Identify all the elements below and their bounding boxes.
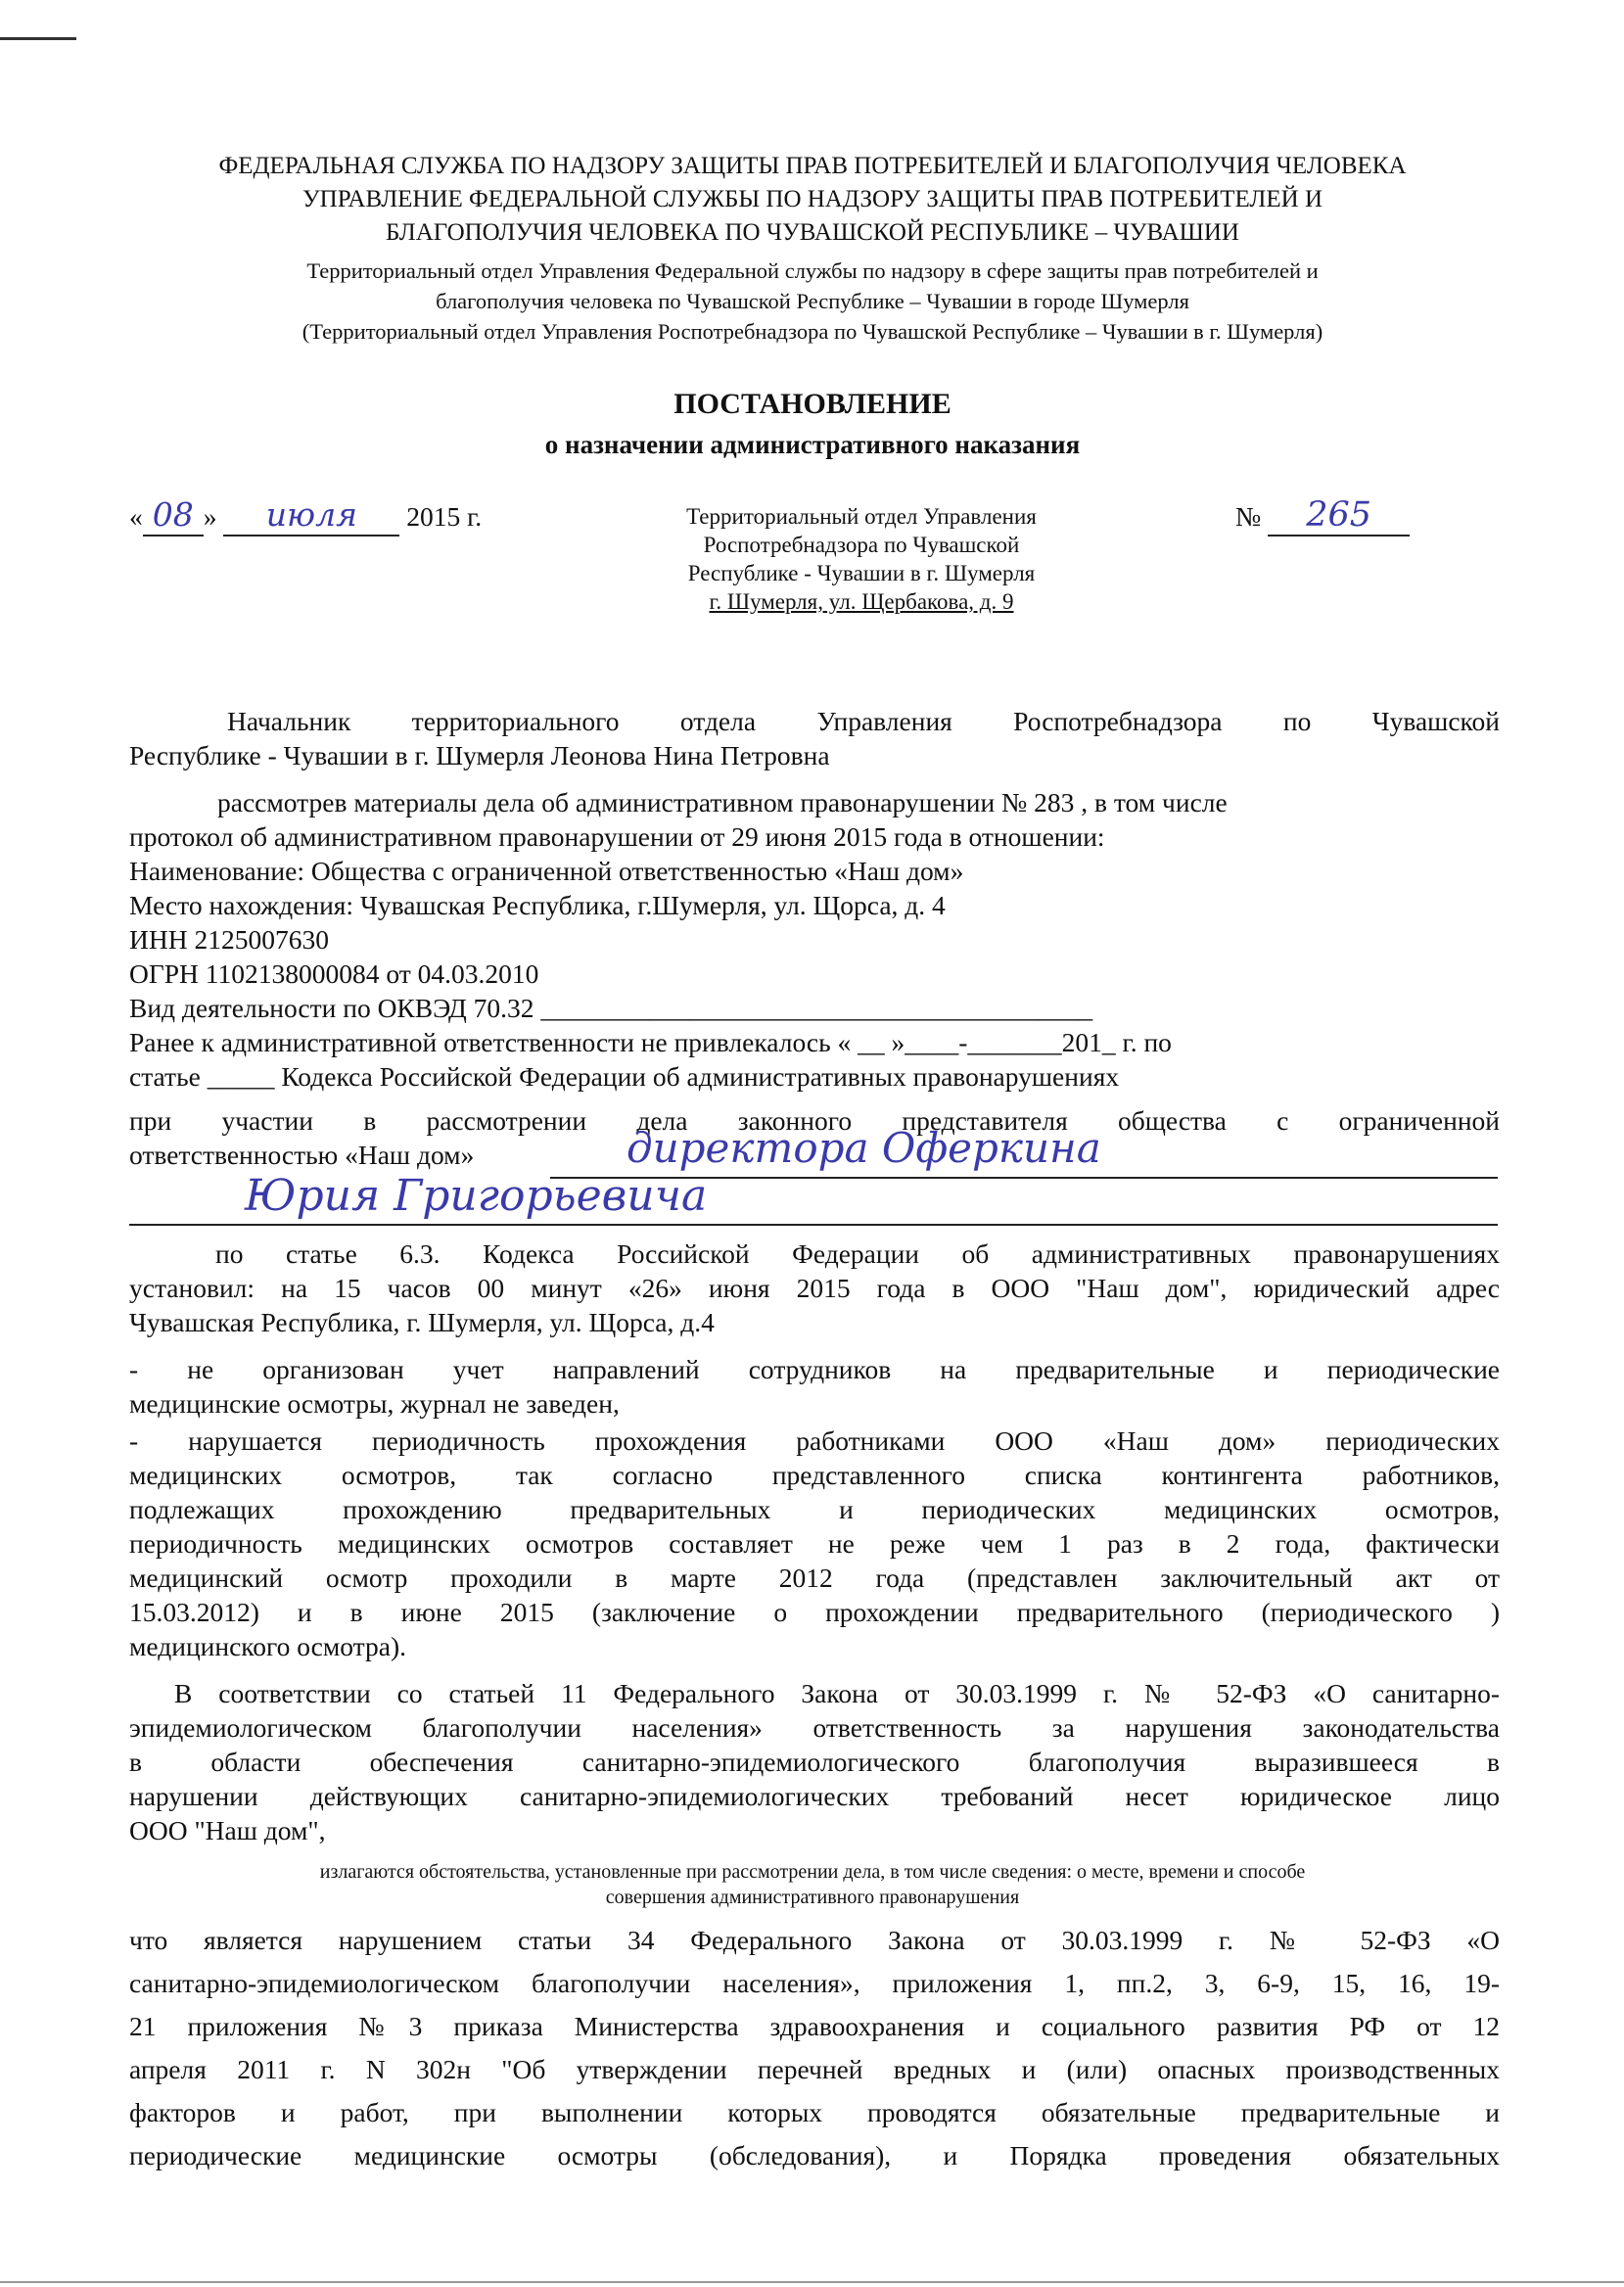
date-day: 08 <box>143 495 204 537</box>
violation2-line7: медицинского осмотра). <box>129 1631 407 1661</box>
date-year: 2015 г. <box>406 501 483 532</box>
org-inn: ИНН 2125007630 <box>129 924 329 955</box>
conclusion-line6: периодические медицинские осмотры (обследования), и Порядка проведения обязательных <box>129 2140 1500 2170</box>
violation2-line2: медицинских осмотров, так согласно представленного списка контингента работников, <box>129 1460 1500 1490</box>
body-p1-line1: Начальник территориального отдела Управления Роспотребнадзора по Чувашской <box>227 706 1500 736</box>
document-number: № 265 <box>1235 495 1410 537</box>
violation2-line5: медицинский осмотр проходили в марте 2012 года (представлен заключительный акт от <box>129 1563 1500 1593</box>
conclusion-line5: факторов и работ, при выполнении которых проводятся обязательные предварительные и <box>129 2097 1500 2127</box>
handwritten-director-title: директора Оферкина <box>626 1124 1101 1172</box>
established-line3: Чувашская Республика, г. Шумерля, ул. Щорса, д.4 <box>129 1307 715 1337</box>
law-line5: ООО "Наш дом", <box>129 1815 326 1845</box>
document-title: ПОСТАНОВЛЕНИЕ <box>673 388 951 420</box>
law-line1: В соответствии со статьей 11 Федерального Закона от 30.03.1999 г. № 52-ФЗ «О санитарно- <box>174 1678 1500 1708</box>
place-block: Территориальный отдел Управления Роспотребнадзора по Чувашской Республике - Чувашии в г. Шумерля г. Шумерля, ул. Щербакова, д. 9 <box>686 504 1037 614</box>
law-line4: нарушении действующих санитарно-эпидемиологических требований несет юридическое лицо <box>129 1781 1500 1811</box>
date-line: « 08 » июля 2015 г. <box>129 495 482 537</box>
violation2-line6: 15.03.2012) и в июне 2015 (заключение о прохождении предварительного (периодического ) <box>129 1597 1500 1627</box>
law-line2: эпидемиологическом благополучии населения» ответственность за нарушения законодательства <box>129 1712 1500 1743</box>
law-line3: в области обеспечения санитарно-эпидемиологического благополучия выразившееся в <box>129 1747 1500 1777</box>
document-subtitle: о назначении административного наказания <box>544 430 1081 459</box>
conclusion-line2: санитарно-эпидемиологическом благополучии населения», приложения 1, пп.2, 3, 6-9, 15, 16, 19- <box>129 1968 1500 1998</box>
header-dept-line2: благополучия человека по Чувашской Республике – Чувашии в городе Шумерля <box>436 289 1189 313</box>
handwritten-line2-rule <box>129 1224 1498 1226</box>
body-p1-line2: Республике - Чувашии в г. Шумерля Леонова Нина Петровна <box>129 740 830 770</box>
established-line2: установил: на 15 часов 00 минут «26» июня 2015 года в ООО "Наш дом", юридический адрес <box>129 1273 1500 1303</box>
header-agency-line2: УПРАВЛЕНИЕ ФЕДЕРАЛЬНОЙ СЛУЖБЫ ПО НАДЗОРУ ЗАЩИТЫ ПРАВ ПОТРЕБИТЕЛЕЙ И <box>302 186 1323 212</box>
violation2-line1: - нарушается периодичность прохождения работниками ООО «Наш дом» периодических <box>129 1425 1500 1456</box>
body-p2-line1: рассмотрев материалы дела об административном правонарушении № 283 , в том числе <box>217 787 1228 817</box>
header-agency-line1: ФЕДЕРАЛЬНАЯ СЛУЖБА ПО НАДЗОРУ ЗАЩИТЫ ПРАВ ПОТРЕБИТЕЛЕЙ И БЛАГОПОЛУЧИЯ ЧЕЛОВЕКА <box>218 153 1407 179</box>
org-name: Наименование: Общества с ограниченной ответственностью «Наш дом» <box>129 856 964 886</box>
scan-border <box>0 2281 1624 2283</box>
circumstances-note-line1: излагаются обстоятельства, установленные при рассмотрении дела, в том числе сведения: о месте, времени и способе <box>319 1861 1306 1883</box>
conclusion-line3: 21 приложения №3 приказа Министерства здравоохранения и социального развития РФ от 12 <box>129 2011 1500 2041</box>
prior-liability-line1: Ранее к административной ответственности не привлекалось « __ »____-_______201_ г. по <box>129 1027 1172 1057</box>
scan-mark <box>0 37 76 40</box>
header-agency-line3: БЛАГОПОЛУЧИЯ ЧЕЛОВЕКА ПО ЧУВАШСКОЙ РЕСПУБЛИКЕ – ЧУВАШИИ <box>386 219 1239 246</box>
violation1-line1: - не организован учет направлений сотрудников на предварительные и периодические <box>129 1354 1500 1384</box>
violation2-line3: подлежащих прохождению предварительных и периодических медицинских осмотров, <box>129 1494 1500 1524</box>
prior-liability-line2: статье _____ Кодекса Российской Федерации об административных правонарушениях <box>129 1061 1120 1092</box>
violation2-line4: периодичность медицинских осмотров составляет не реже чем 1 раз в 2 года, фактически <box>129 1528 1500 1559</box>
body-p2-line2: протокол об административном правонарушении от 29 июня 2015 года в отношении: <box>129 821 1105 852</box>
date-month: июля <box>223 495 399 537</box>
violation1-line2: медицинские осмотры, журнал не заведен, <box>129 1388 620 1419</box>
handwritten-director-name: Юрия Григорьевича <box>245 1171 708 1221</box>
established-line1: по статье 6.3. Кодекса Российской Федерации об административных правонарушениях <box>215 1238 1500 1269</box>
representative-line1: при участии в рассмотрении дела законного представителя общества с ограниченной <box>129 1105 1500 1136</box>
representative-line2: ответственностью «Наш дом» <box>129 1140 475 1170</box>
header-dept-line1: Территориальный отдел Управления Федеральной службы по надзору в сфере защиты прав потребителей и <box>306 258 1319 283</box>
org-ogrn: ОГРН 1102138000084 от 04.03.2010 <box>129 958 539 989</box>
conclusion-line1: что является нарушением статьи 34 Федерального Закона от 30.03.1999 г. № 52-ФЗ «О <box>129 1925 1500 1955</box>
conclusion-line4: апреля 2011 г. N 302н "Об утверждении перечней вредных и (или) опасных производственных <box>129 2054 1500 2084</box>
org-okved: Вид деятельности по ОКВЭД 70.32 _________________________________________ <box>129 993 1093 1023</box>
number-handwritten: 265 <box>1268 495 1410 537</box>
org-address: Место нахождения: Чувашская Республика, г.Шумерля, ул. Щорса, д. 4 <box>129 890 946 920</box>
header-dept-line3: (Территориальный отдел Управления Роспотребнадзора по Чувашской Республике – Чувашии в г. Шумерля) <box>302 319 1323 344</box>
circumstances-note-line2: совершения административного правонарушения <box>605 1887 1020 1908</box>
